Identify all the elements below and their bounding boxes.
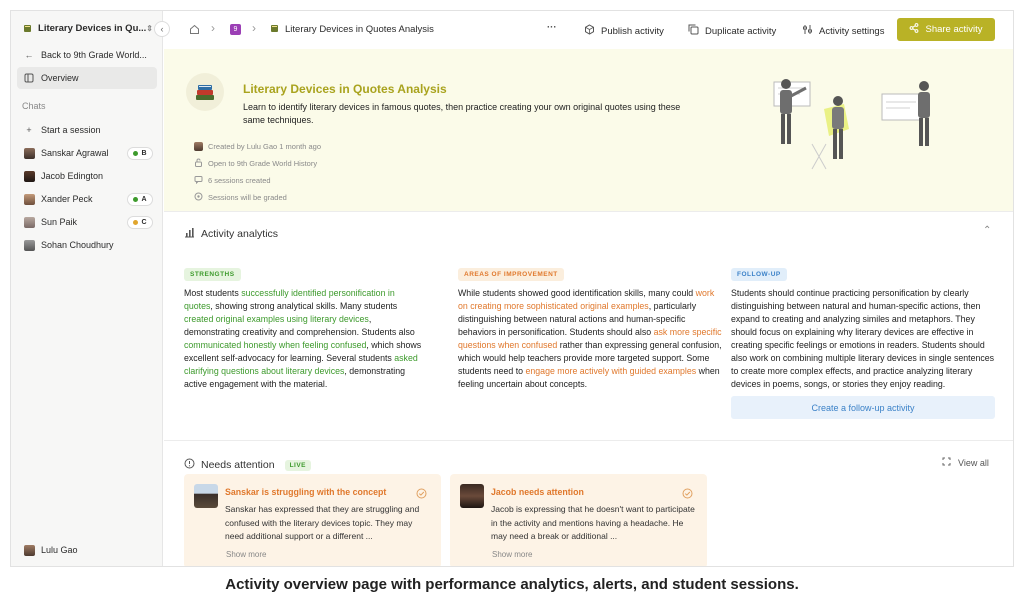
analytics-header [184,225,278,243]
workspace-switcher[interactable] [17,17,157,39]
workspace-title: Literary Devices in Qu... [38,22,147,34]
view-all-button[interactable]: View all [942,457,989,468]
card-title: Jacob needs attention [491,487,584,497]
student-name: Sun Paik [41,217,78,227]
publish-icon [584,24,595,38]
chats-heading: Chats [22,101,46,111]
meta-open: Open to 9th Grade World History [194,155,321,172]
back-link[interactable] [17,44,157,66]
avatar [22,171,36,182]
activity-meta [194,138,321,206]
breadcrumb-title[interactable]: Literary Devices in Quotes Analysis [285,24,434,35]
settings-button[interactable]: Activity settings [802,24,884,38]
student-name: Sanskar Agrawal [41,148,109,158]
share-button[interactable]: Share activity [897,18,995,41]
avatar [22,194,36,205]
check-circle-icon[interactable] [416,486,427,504]
sidebar-student-item[interactable] [17,211,157,233]
info-icon [184,456,195,474]
sidebar-item-overview[interactable] [17,67,157,89]
avatar [22,545,36,556]
grade-badge: B [127,147,153,160]
share-icon [909,23,919,36]
overview-label: Overview [41,73,79,83]
avatar [22,217,36,228]
followup-tag: FOLLOW-UP [731,268,787,281]
sidebar-student-item[interactable] [17,188,157,210]
student-name: Xander Peck [41,194,93,204]
grade-badge: C [127,216,153,229]
attention-card[interactable] [450,474,707,567]
card-body: Sanskar has expressed that they are struggling and confused with the literary devices topic. They may need additional support or a different ... [225,504,420,541]
chevron-left-icon: ‹ [160,24,164,34]
create-followup-button[interactable]: Create a follow-up activity [731,396,995,419]
home-icon[interactable] [189,24,200,38]
bar-chart-icon [184,225,195,243]
chat-icon [194,175,203,186]
start-session-button[interactable] [17,119,157,141]
app-window [10,10,1014,567]
avatar [22,148,36,159]
card-title: Sanskar is struggling with the concept [225,487,387,497]
avatar [194,484,218,508]
copy-icon [688,24,699,38]
book-icon [270,24,279,36]
attention-header [184,456,311,474]
sidebar-student-item[interactable] [17,165,157,187]
sidebar [11,11,163,567]
show-more-link[interactable]: Show more [492,550,533,559]
duplicate-button[interactable]: Duplicate activity [688,24,776,38]
user-profile[interactable] [17,539,157,561]
sidebar-student-item[interactable] [17,142,157,164]
more-options-button[interactable]: ··· [547,22,557,33]
followup-text: Students should continue practicing personification by clearly distinguishing between natural and human-specific actions, then expand to creating and analyzing similes and metaphors. They should focus on explaining why literary devices are effective in creating specific feelings or emotions in readers. Students should also work on combining multiple literary devices in single sentences to create more complex effects, and practice analyzing literary devices in poems, songs, or stories they enjoy reading. [731,288,995,389]
page-caption: Activity overview page with performance analytics, alerts, and student sessions. [225,576,799,593]
attention-card[interactable] [184,474,441,567]
plus-icon: + [26,125,32,135]
expand-icon [942,457,951,468]
start-session-label: Start a session [41,125,101,135]
top-bar [164,11,1014,49]
student-name: Sohan Choudhury [41,240,114,250]
strengths-column [184,263,426,391]
meta-sessions: 6 sessions created [194,172,321,189]
avatar [194,142,203,151]
activity-icon [186,73,224,111]
lock-open-icon [194,158,203,169]
activity-title: Literary Devices in Quotes Analysis [243,82,447,96]
chevron-updown-icon: ⇕ [146,23,153,33]
improvement-tag: AREAS OF IMPROVEMENT [458,268,564,281]
activity-header [164,49,1014,212]
card-body: Jacob is expressing that he doesn't want to participate in the activity and mentions having a headache. He may need a break or additional ... [491,504,695,541]
improvement-column [458,263,723,391]
strengths-text: Most students successfully identified personification in quotes, showing strong analytical skills. Many students created original examples using literary devices, demonstrating creativity and comprehension. Students also communicated honestly when feeling confused, which shows excellent self-advocacy for learning. Several students asked clarifying questions about literary devices, demonstrating active engagement with the material. [184,288,422,389]
user-name: Lulu Gao [41,545,78,555]
chevron-right-icon: › [252,21,256,35]
hero-illustration [764,74,944,194]
sidebar-student-item[interactable] [17,234,157,256]
followup-column [731,263,995,419]
chevron-right-icon: › [211,21,215,35]
activity-description: Learn to identify literary devices in famous quotes, then practice creating your own original quotes using these same techniques. [243,102,681,125]
grade-badge: A [127,193,153,206]
avatar [22,240,36,251]
sliders-icon [802,24,813,38]
book-icon [22,24,33,33]
class-badge[interactable]: 9 [230,24,241,35]
attention-title: Needs attention [201,459,275,471]
show-more-link[interactable]: Show more [226,550,267,559]
avatar [460,484,484,508]
back-label: Back to 9th Grade World... [41,50,147,60]
analytics-title: Activity analytics [201,228,279,240]
strengths-tag: STRENGTHS [184,268,241,281]
live-badge: LIVE [285,460,311,471]
meta-created: Created by Lulu Gao 1 month ago [194,138,321,155]
arrow-left-icon: ← [24,50,34,60]
analytics-section [164,213,1014,441]
overview-icon [22,73,36,83]
meta-graded: Sessions will be graded [194,189,321,206]
improvement-text: While students showed good identification skills, many could work on creating more sophisticated original examples, particularly distinguishing between natural actions and human-specific behaviors in personification. Students should also ask more specific questions when confused rather than expressing general confusion, which would help teachers provide more targeted support. Some students need to engage more actively with guided examples when feeling uncertain about concepts. [458,288,722,389]
check-circle-icon[interactable] [682,486,693,504]
publish-button[interactable]: Publish activity [584,24,664,38]
student-name: Jacob Edington [41,171,104,181]
collapse-analytics-button[interactable]: ⌃ [983,225,992,236]
target-icon [194,192,203,203]
